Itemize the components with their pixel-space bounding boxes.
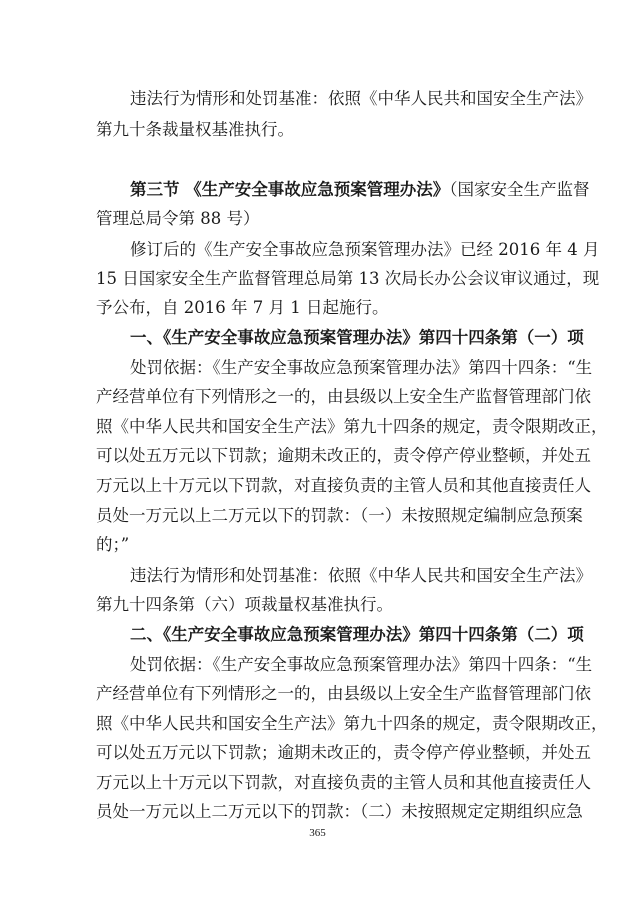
item-2-basis-line: 员处一万元以上二万元以下的罚款：（二）未按照规定定期组织应急	[96, 802, 583, 821]
section-heading-line-2: 管理总局令第 88 号）	[96, 209, 260, 228]
item-2-basis-line: 可以处五万元以下罚款；逾期未改正的，责令停产停业整顿，并处五	[96, 743, 591, 762]
item-1-basis-line: 的；”	[96, 535, 130, 554]
section-heading-source: （国家安全生产监督	[449, 180, 590, 199]
item-1-basis-line: 照《中华人民共和国安全生产法》第九十四条的规定，责令限期改正，	[96, 417, 608, 436]
page-number: 365	[309, 827, 326, 839]
item-1-heading: 一、《生产安全事故应急预案管理办法》第四十四条第（一）项	[130, 328, 584, 347]
item-2-basis-line: 万元以上十万元以下罚款，对直接负责的主管人员和其他直接责任人	[96, 773, 591, 792]
paragraph-line: 第九十条裁量权基准执行。	[96, 120, 294, 139]
item-2-heading: 二、《生产安全事故应急预案管理办法》第四十四条第（二）项	[130, 625, 584, 644]
item-1-basis-line: 万元以上十万元以下罚款，对直接负责的主管人员和其他直接责任人	[96, 476, 591, 495]
section-heading	[130, 179, 590, 201]
item-1-basis-line: 可以处五万元以下罚款；逾期未改正的，责令停产停业整顿，并处五	[96, 446, 591, 465]
item-1-basis-line: 产经营单位有下列情形之一的，由县级以上安全生产监督管理部门依	[96, 387, 591, 406]
item-2-basis-line: 处罚依据：《生产安全事故应急预案管理办法》第四十四条：“生	[130, 655, 593, 674]
item-1-basis-line: 处罚依据：《生产安全事故应急预案管理办法》第四十四条：“生	[130, 358, 593, 377]
item-1-basis-line: 员处一万元以上二万元以下的罚款：（一）未按照规定编制应急预案	[96, 506, 583, 525]
item-1-standard-line: 第九十四条第（六）项裁量权基准执行。	[96, 595, 393, 614]
intro-line: 予公布，自 2016 年 7 月 1 日起施行。	[96, 298, 389, 317]
section-heading-title: 第三节 《生产安全事故应急预案管理办法》	[130, 180, 450, 199]
item-2-basis-line: 照《中华人民共和国安全生产法》第九十四条的规定，责令限期改正，	[96, 714, 608, 733]
item-2-basis-line: 产经营单位有下列情形之一的，由县级以上安全生产监督管理部门依	[96, 684, 591, 703]
paragraph-line: 违法行为情形和处罚基准：依照《中华人民共和国安全生产法》	[130, 89, 592, 108]
intro-line: 修订后的《生产安全事故应急预案管理办法》已经 2016 年 4 月	[130, 240, 600, 259]
intro-line: 15 日国家安全生产监督管理总局第 13 次局长办公会议审议通过，现	[96, 269, 600, 288]
item-1-standard-line: 违法行为情形和处罚基准：依照《中华人民共和国安全生产法》	[130, 566, 592, 585]
